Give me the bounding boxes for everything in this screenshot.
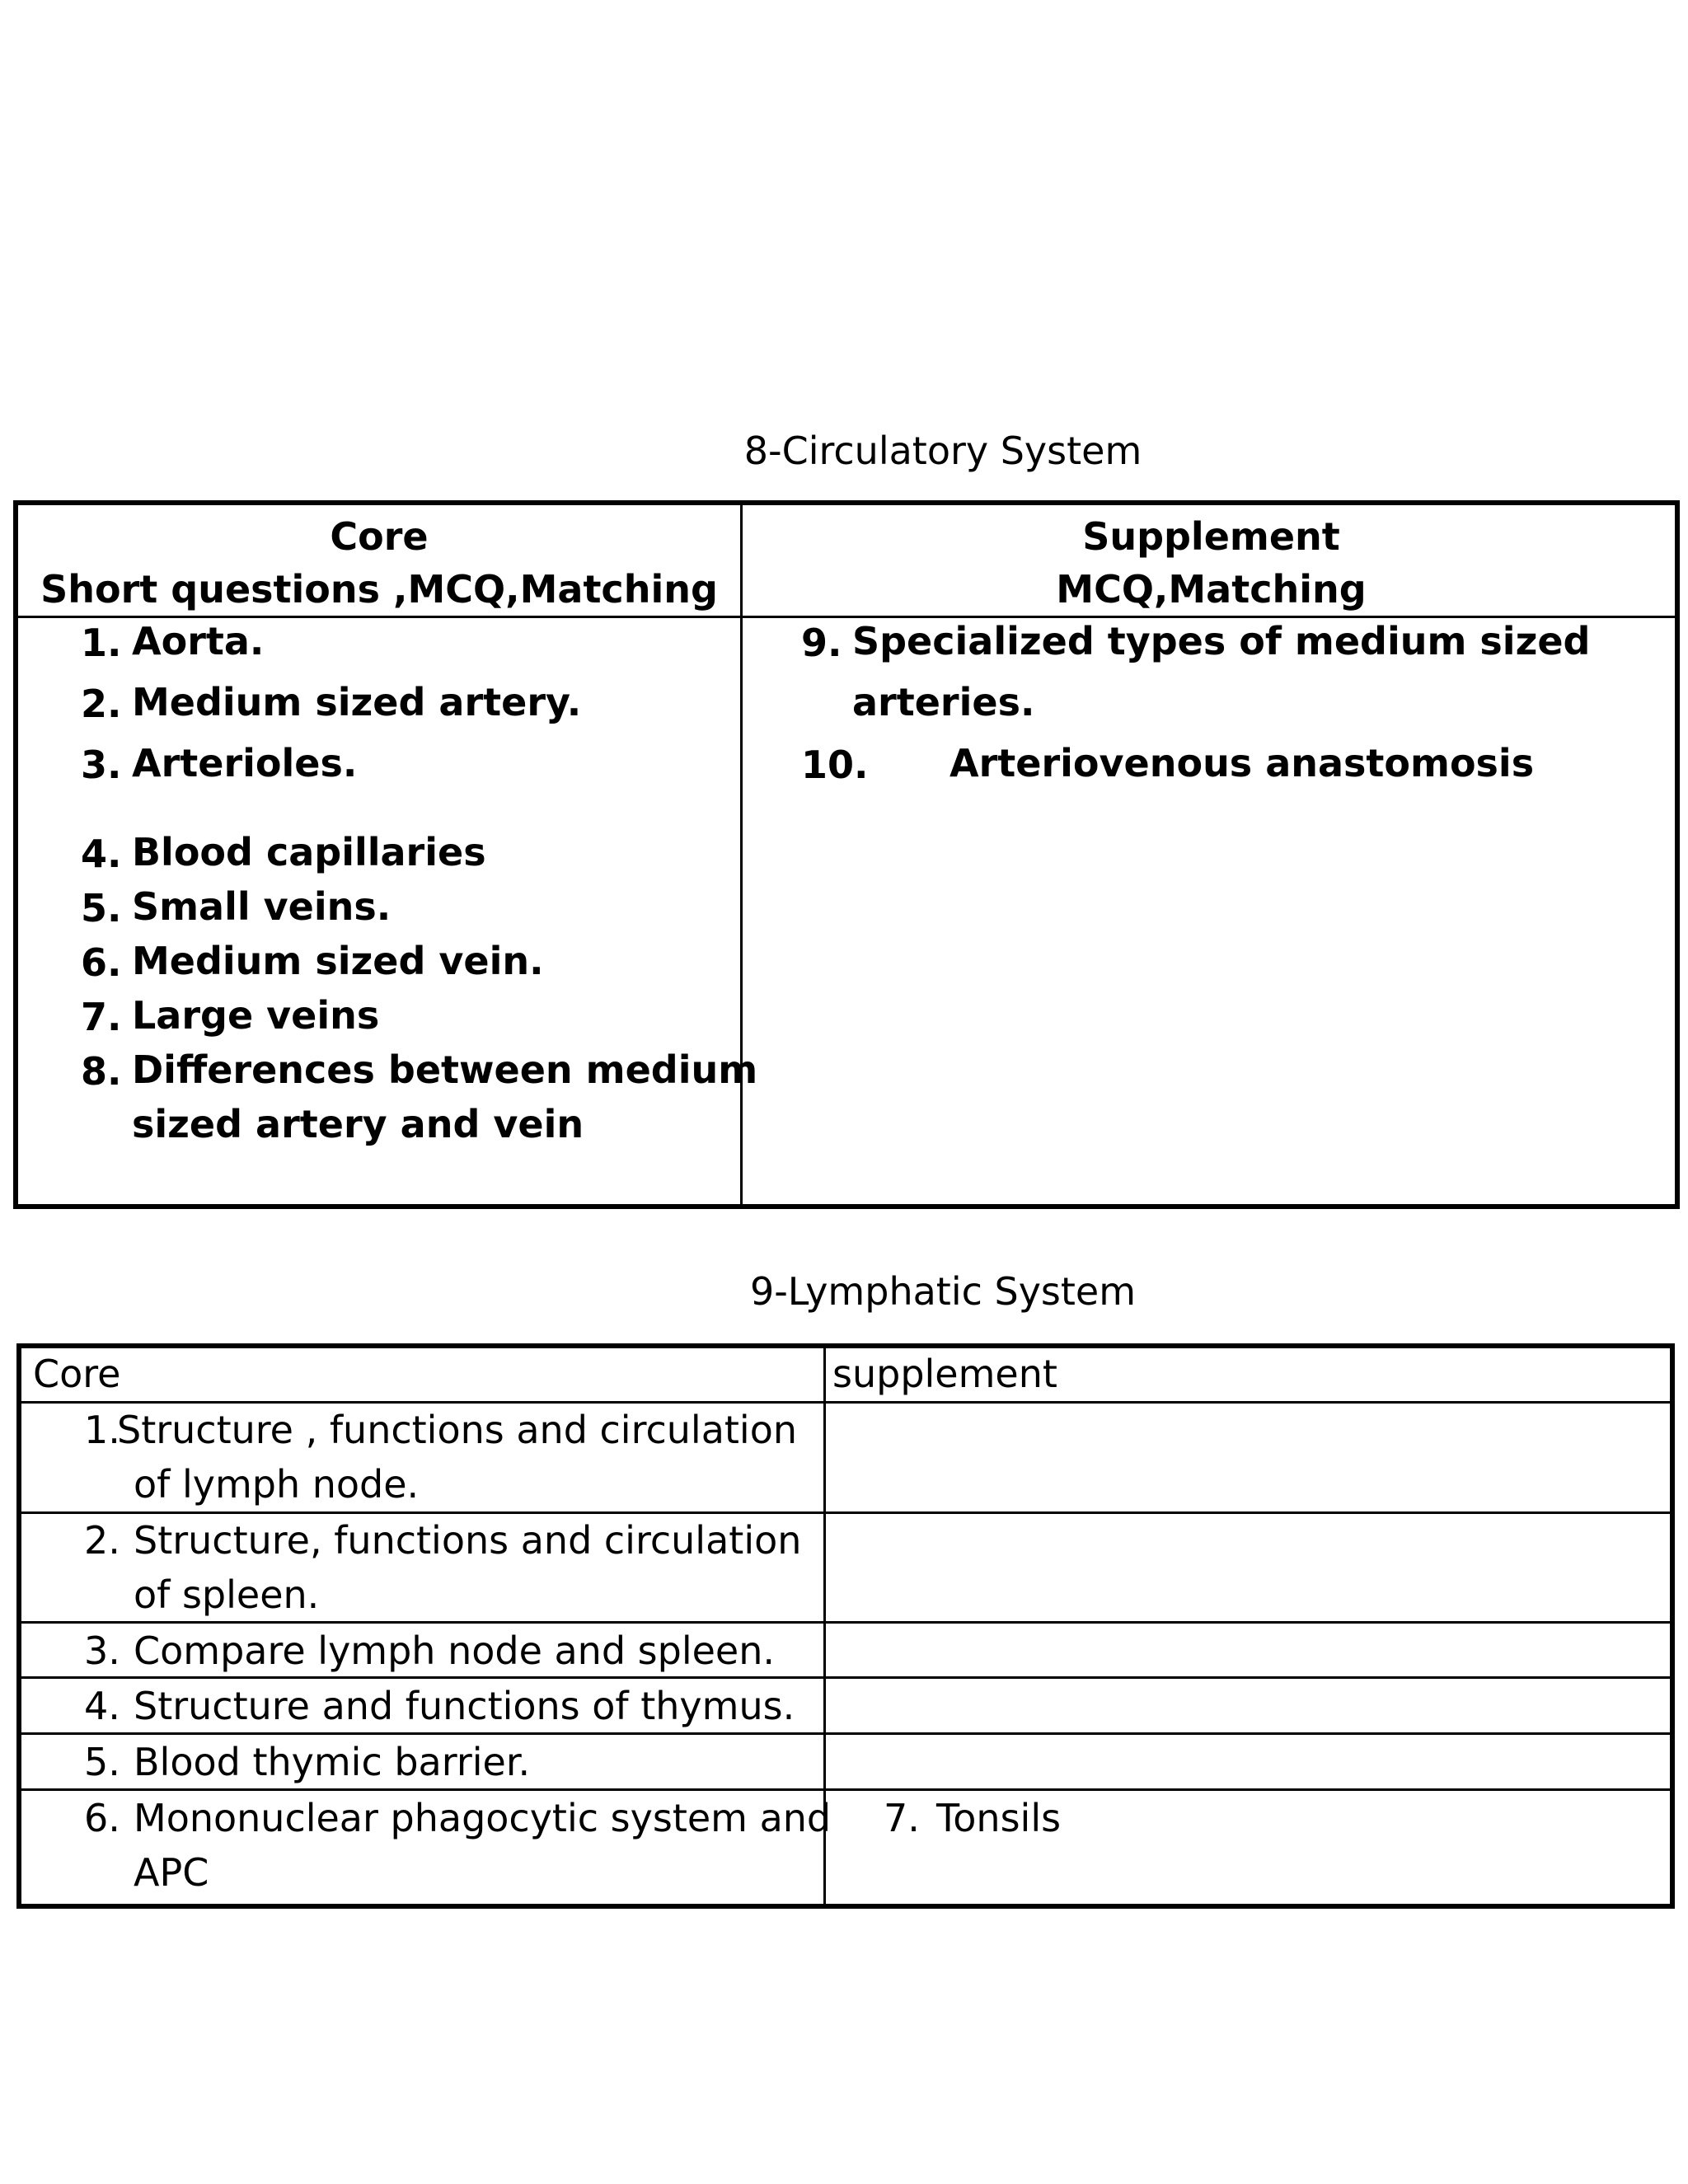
supplement-column-header: supplement: [832, 1352, 1057, 1396]
lymphatic-title: 9-Lymphatic System: [749, 1269, 1137, 1314]
circulatory-table: Core Short questions ,MCQ,Matching Supplement MCQ,Matching 1. Aorta. 2. Medium sized artery. 3. Arterioles. 4. Blood capillaries 5. Small veins. 6. Medium sized vein. 7. Large veins 8. Differences between medium sized artery and vein 9. Specialized types of medium sized arteries. 10. Arteriovenous anastomosis: [13, 500, 1680, 1209]
circulatory-title: 8-Circulatory System: [743, 429, 1142, 473]
core-column-header: [18, 510, 740, 616]
core-header-title: Core: [330, 514, 429, 559]
lymphatic-table: Core supplement 1. Structure , functions and circulation of lymph node. 2. Structure, functions and circulation of spleen. 3. Compare lymph node and spleen. 4. Structure and functions of thymus. 5. Blood thymic barrier. 6. Mononuclear phagocytic system and APC 7. Tonsils: [16, 1343, 1675, 1909]
supplement-header-title: Supplement: [1082, 514, 1340, 559]
supplement-header-subtitle: MCQ,Matching: [1056, 567, 1367, 612]
core-header-subtitle: Short questions ,MCQ,Matching: [40, 567, 718, 612]
core-column-header: Core: [33, 1352, 121, 1396]
supplement-column-header: [743, 510, 1680, 616]
